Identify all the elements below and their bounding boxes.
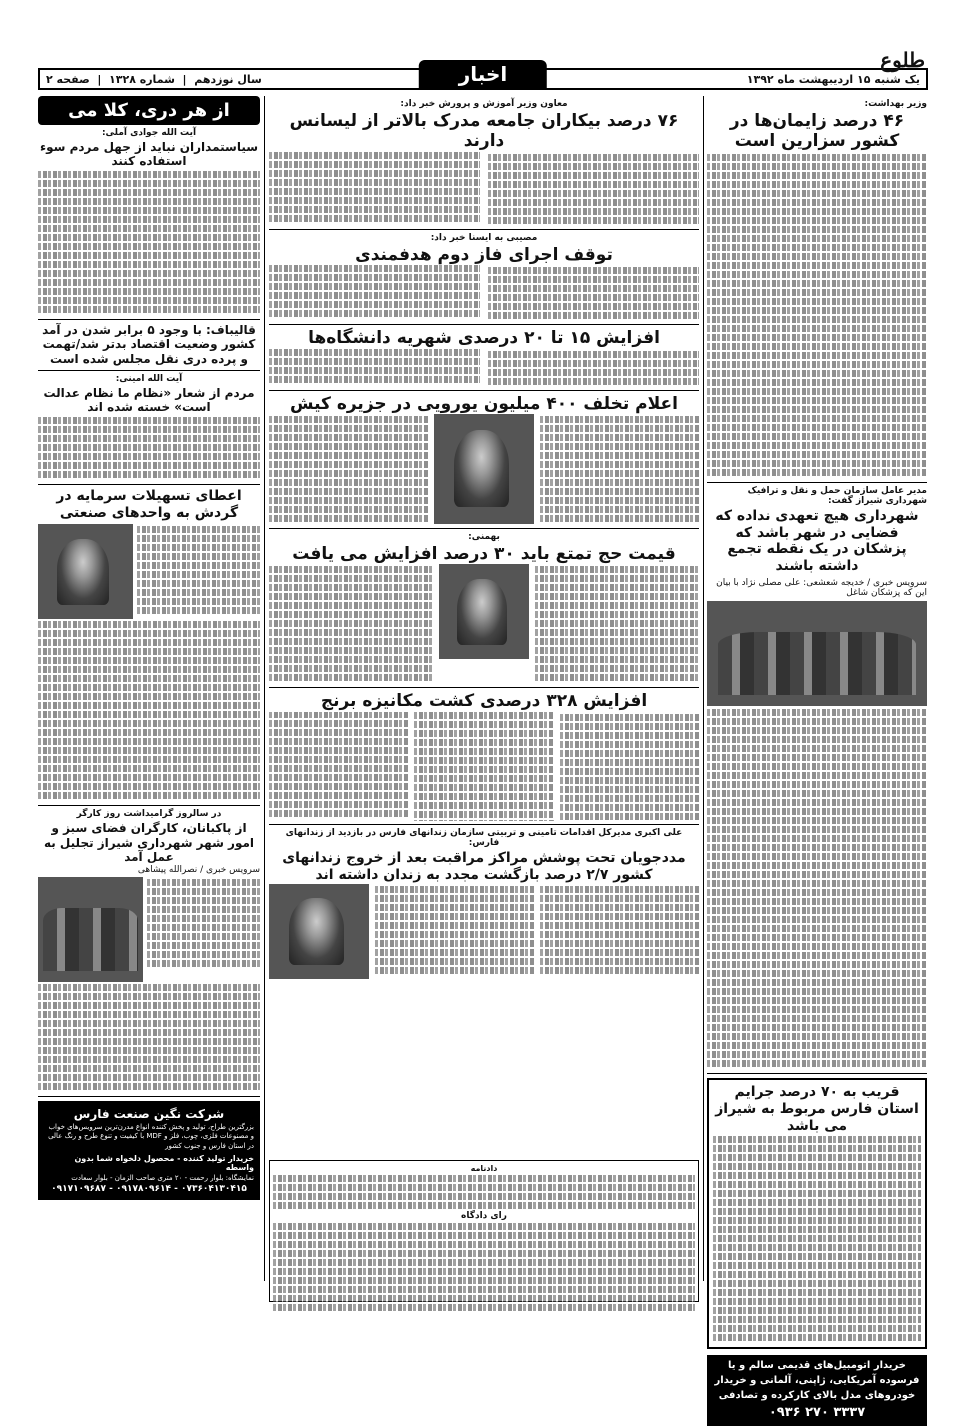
- year-label: سال نوزدهم: [194, 72, 262, 86]
- story-byline: سرویس خبری / نصرالله پیشاهی: [137, 864, 260, 875]
- story-loans: [38, 485, 260, 807]
- column-divider: [264, 96, 265, 1281]
- story-body: [147, 877, 260, 982]
- story-body: [269, 265, 699, 320]
- story-headline: افزایش ۱۵ تا ۲۰ درصدی شهریه دانشگاه‌ها: [308, 328, 660, 349]
- section-title: اخبار: [419, 60, 547, 88]
- story-headline: قریب به ۷۰ درصد جرایم استان فارس مربوط به شیراز می باشد: [715, 1083, 919, 1134]
- story-unemployed: [269, 96, 699, 230]
- legal-notice: [269, 1160, 699, 1302]
- official-portrait-photo: [38, 524, 133, 619]
- furniture-ad: [38, 1101, 260, 1200]
- story-caesarean: [707, 96, 927, 483]
- official-portrait-photo: [434, 414, 534, 524]
- story-body: [38, 984, 260, 1090]
- story-kish: [269, 391, 699, 529]
- story-crime-stats: [707, 1078, 927, 1349]
- car-buyer-ad: [707, 1355, 927, 1426]
- story-headline: مددجویان تحت پوشش مراکز مراقبت بعد از خروج زندانهای کشور ۲/۷ درصد بازگشت مجدد به زندان داشته اند: [282, 850, 686, 884]
- story-headline: توقف اجرای فاز دوم هدفمندی: [355, 244, 613, 265]
- story-headline: از پاکبانان، کارگران فضای سبز و امور شهر شهرداری شیراز تجلیل به عمل آمد: [43, 821, 255, 865]
- story-body: [269, 349, 699, 386]
- story-body: [269, 712, 699, 821]
- story-body: [269, 414, 428, 524]
- story-javadi: [38, 125, 260, 320]
- story-kicker: مصیبی به ایسنا خبر داد:: [430, 232, 538, 243]
- story-rice: [269, 688, 699, 825]
- issue-number: شماره ۱۳۲۸: [109, 72, 175, 86]
- legal-title: رای دادگاه: [461, 1211, 507, 1221]
- story-byline: سرویس خبری / خدیجه شعشعی: علی مصلی نژاد با بیان این که پزشکان شاغل: [716, 577, 927, 598]
- ad-body: بزرگترین طراح، تولید و پخش کننده انواع مدرن‌ترین سرویس‌های خواب و مصنوعات فلزی، چوب، فلز و MDF با کیفیت و تنوع طرح و رنگ عالی در استان فارس و جنوب کشور: [48, 1122, 254, 1151]
- story-body: [540, 414, 699, 524]
- story-kicker: معاون وزیر آموزش و پرورش خبر داد:: [400, 99, 568, 109]
- story-headline: اعطای تسهیلات سرمایه در گردش به واحدهای صنعتی: [56, 487, 242, 521]
- right-column: [707, 96, 927, 1421]
- story-amini: [38, 371, 260, 485]
- story-tuition: [269, 325, 699, 390]
- left-column: [38, 96, 260, 1281]
- story-body: [269, 564, 433, 683]
- story-headline: ۷۶ درصد بیکاران جامعه مدرک بالاتر از لیسانس دارند: [289, 111, 679, 152]
- story-traffic-doctors: [707, 483, 927, 1074]
- story-kicker: بهمنی:: [468, 531, 500, 542]
- story-subsidy: [269, 230, 699, 325]
- story-body: [540, 884, 699, 979]
- story-body: [38, 171, 260, 313]
- story-body: [38, 417, 260, 478]
- official-portrait-photo: [439, 564, 529, 659]
- story-headline: سیاستمداران نباید از جهل مردم سوء استفاده کنند: [39, 140, 259, 169]
- column-divider: [703, 96, 704, 1281]
- story-body: [375, 884, 534, 979]
- story-headline: مردم از شعار «نظام ما نظام عدالت است» خسته شده اند: [43, 385, 255, 415]
- story-kicker: مدیر عامل سازمان حمل و نقل و ترافیک شهرداری شیراز گفت:: [747, 485, 927, 506]
- masthead-issue-info: صفحه ۲ | شماره ۱۳۲۸ | سال نوزدهم: [46, 72, 262, 86]
- story-workers: [38, 806, 260, 1096]
- story-headline: قالیباف: با وجود ۵ برابر شدن در آمد کشور وضعیت اقتصاد بدتر شد/تهمت و پرده دری نقل مجلس شده است: [42, 322, 256, 366]
- ad-text: خریدار اتومبیل‌های قدیمی سالم و یا فرسوده آمریکایی، ژاپنی، آلمانی و خریدار خودروهای مدل بالای کارکرده و تصادفی: [714, 1360, 920, 1402]
- story-ghalibaf: [38, 320, 260, 371]
- ad-highlight: خریدار تولید کننده - محصول دلخواه شما بدون واسطه: [74, 1153, 254, 1172]
- ad-title: شرکت نگین صنعت فارس: [73, 1106, 225, 1121]
- ad-phone: ۰۹۳۶ ۲۷۰ ۳۳۳۷: [768, 1405, 866, 1421]
- story-body: [535, 564, 699, 683]
- story-body: [707, 709, 927, 1067]
- story-headline: اعلام تخلف ۴۰۰ میلیون یورویی در جزیره کیش: [290, 393, 678, 414]
- story-kicker: وزیر بهداشت:: [864, 99, 927, 109]
- story-body: [137, 524, 260, 619]
- page-number: صفحه ۲: [46, 72, 90, 86]
- official-portrait-photo: [269, 884, 369, 979]
- workers-group-photo: [38, 877, 143, 982]
- legal-header: دادنامه: [470, 1164, 498, 1173]
- story-hajj: [269, 529, 699, 688]
- ad-address: نمایشگاه: بلوار رحمت - ۲۰ متری صاحب الزمان - بلوار سعادت: [71, 1173, 254, 1182]
- story-author: آیت الله جوادی آملی:: [101, 128, 197, 138]
- story-headline: قیمت حج تمتع باید ۳۰ درصد افزایش می یافت: [292, 543, 676, 564]
- story-headline: شهرداری هیچ تعهدی نداده که فضایی در شهر باشد که پزشکان در یک نقطه تجمع داشته باشند: [715, 507, 919, 575]
- story-body: [38, 621, 260, 799]
- ad-phones: ۰۹۱۷۱۰۹۶۸۷ - ۰۹۱۷۸۰۹۶۱۴ - ۰۷۳۶۰۴۱۳۰۴۱۵: [51, 1183, 247, 1194]
- masthead-date: یک شنبه ۱۵ اردیبهشت ماه ۱۳۹۲: [746, 72, 920, 86]
- story-prisons: [269, 825, 699, 983]
- story-body: [707, 154, 927, 476]
- masthead: [38, 62, 928, 90]
- story-body: [713, 1136, 921, 1341]
- meeting-photo: [707, 601, 927, 706]
- story-kicker: در سالروز گرامیداشت روز کارگر: [76, 809, 222, 820]
- story-body: [269, 152, 699, 225]
- story-kicker: علی اکبری مدیرکل اقدامات تامینی و تربیتی سازمان زندانهای فارس در بازدید از زندانهای فارس:: [285, 828, 683, 849]
- newspaper-logo: طلوع: [880, 48, 925, 72]
- center-column: [269, 96, 699, 1156]
- story-headline: ۴۶ درصد زایمان‌ها در کشور سزارین است: [729, 111, 905, 152]
- story-author: آیت الله امینی:: [115, 373, 183, 384]
- story-headline: افزایش ۳۲۸ درصدی کشت مکانیزه برنج: [320, 691, 648, 712]
- column-title: از هر دری، کلا می: [38, 96, 260, 125]
